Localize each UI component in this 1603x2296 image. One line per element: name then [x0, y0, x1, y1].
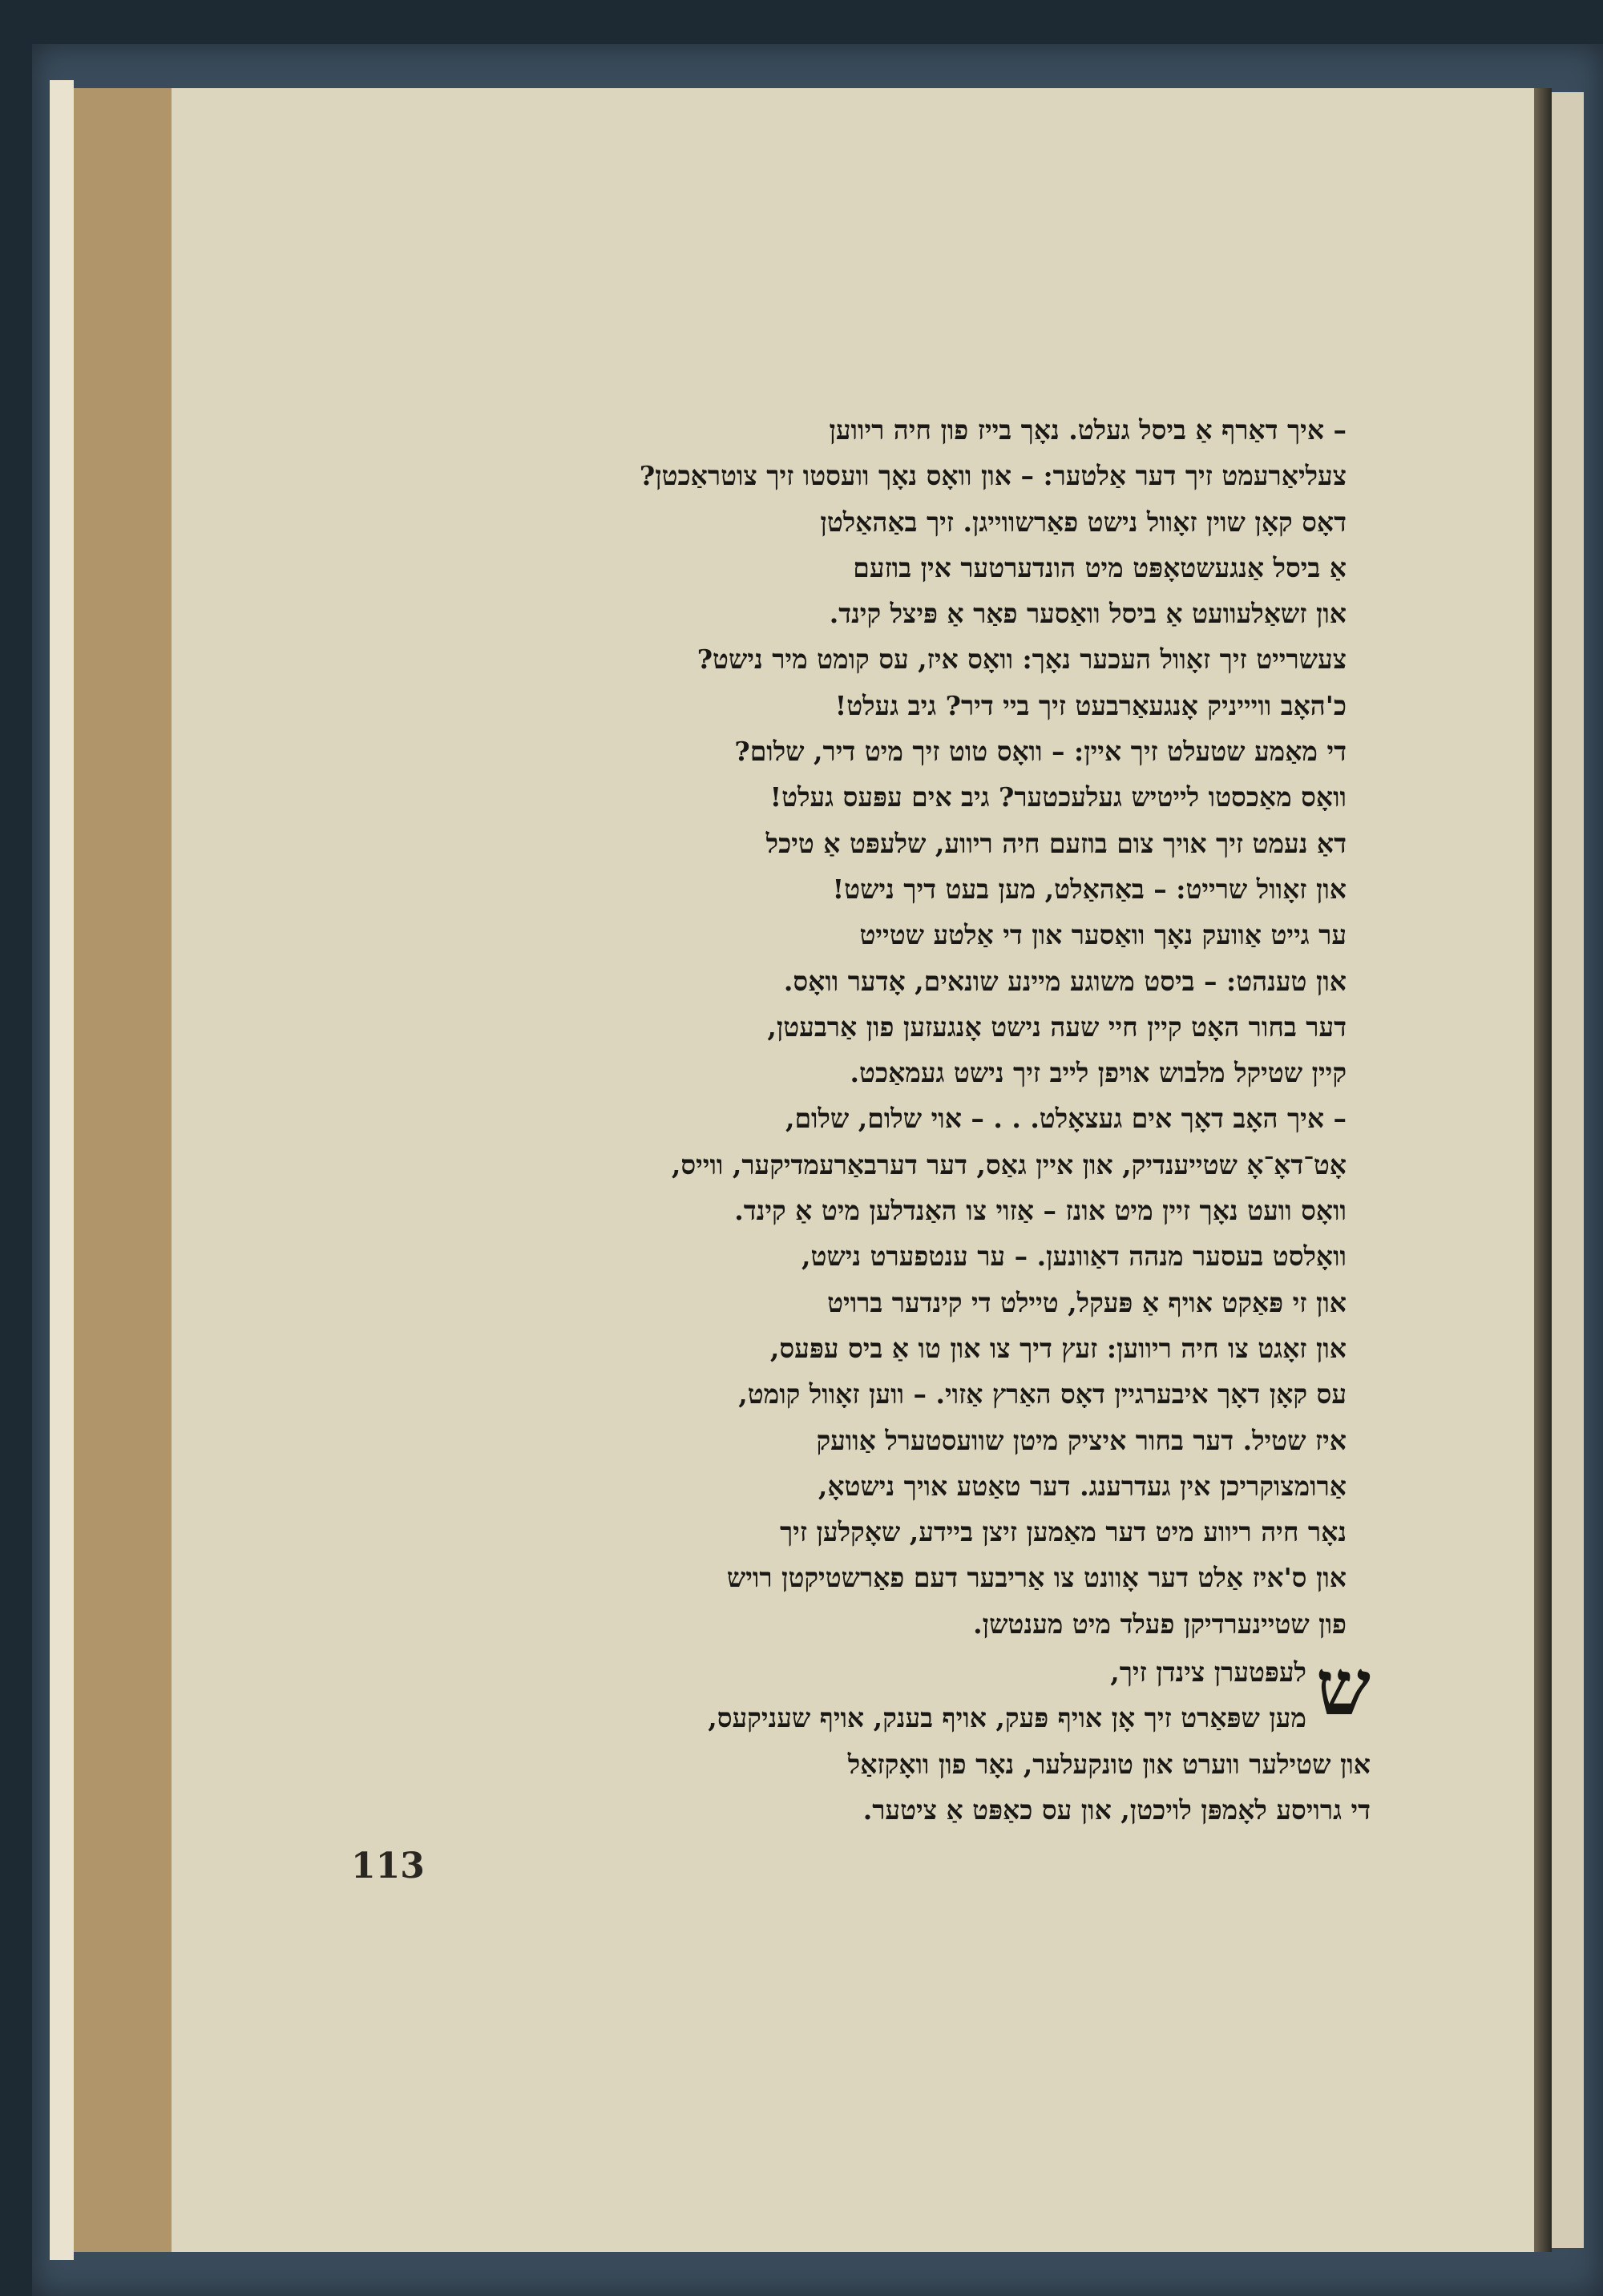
- poem-line: וואָס וועט נאָך זיין מיט אונז – אַזוי צו האַנדלען מיט אַ קינד.: [734, 1195, 1347, 1227]
- gutter-shadow: [1534, 88, 1552, 2252]
- section-line: און שטילער ווערט און טונקעלער, נאָר פון וואָקזאַל: [847, 1748, 1371, 1780]
- poem-line: דאָס קאָן שוין זאָוול נישט פאַרשווייגן. זיך באַהאַלטן: [820, 506, 1347, 538]
- poem-line: ער גייט אַוועק נאָך וואַסער און די אַלטע שטייט: [859, 919, 1347, 951]
- poem-line: פון שטיינערדיקן פעלד מיט מענטשן.: [973, 1608, 1347, 1640]
- poem-line: – איך האָב דאָך אים געצאָלט. . . – אוי שלום, שלום,: [785, 1103, 1347, 1135]
- poem-line: עס קאָן דאָך איבערגיין דאָס האַרץ אַזוי. – ווען זאָוול קומט,: [738, 1378, 1347, 1410]
- page-edge: [50, 80, 74, 2260]
- poem-line: נאָר חיה ריווע מיט דער מאַמען זיצן ביידע, שאָקלען זיך: [779, 1516, 1347, 1548]
- poem-body: [417, 407, 1347, 1647]
- poem-line: און זאָגט צו חיה ריווען: זעץ דיך צו און טו אַ ביס עפּעס,: [769, 1332, 1347, 1364]
- poem-line: און ס'איז אַלט דער אָוונט צו אַריבער דעם פאַרשטיקטן רויש: [726, 1562, 1347, 1594]
- poem-line: צעליאַרעמט זיך דער אַלטער: – און וואָס נאָך וועסטו זיך צוטראַכטן?: [639, 460, 1347, 492]
- section-line: לעפּטערן צינדן זיך,: [1110, 1656, 1306, 1688]
- poem-line: דער בחור האָט קיין חיי שעה נישט אָנגעזען פון אַרבעטן,: [767, 1011, 1347, 1043]
- poem-line: און טענהט: – ביסט משוגע מיינע שונאים, אָדער וואָס.: [783, 965, 1347, 997]
- poem-line: דאַ נעמט זיך אויך צום בוזעם חיה ריווע, שלעפּט אַ טיכל: [765, 827, 1347, 859]
- poem-line: און זי פּאַקט אויף אַ פּעקל, טיילט די קינדער ברויט: [827, 1286, 1347, 1318]
- poem-line: כ'האָב וויייניק אָנגעאַרבעט זיך ביי דיר? גיב געלט!: [834, 689, 1347, 721]
- poem-line: אַ ביסל אַנגעשטאָפּט מיט הונדערטער אין בוזעם: [853, 551, 1347, 583]
- page-number: 113: [351, 1846, 425, 1886]
- poem-line: אָט־דאָ־אָ שטייענדיק, און איין גאַס, דער דערבאַרעמדיקער, ווייס,: [671, 1148, 1347, 1180]
- section-opening: [425, 1642, 1371, 1833]
- poem-line: וואָס מאַכסטו לייטיש געלעכטער? גיב אים עפּעס געלט!: [769, 781, 1347, 813]
- poem-line: איז שטיל. דער בחור איציק מיטן שוועסטערל אַוועק: [816, 1424, 1347, 1456]
- section-line: מען שפּאַרט זיך אָן אויף פּעק, אויף בענק, אויף שעניקעס,: [708, 1702, 1306, 1734]
- poem-line: – איך דאַרף אַ ביסל געלט. נאָך בייז פון חיה ריווען: [829, 414, 1347, 446]
- section-line: די גרויסע לאָמפּן לויכטן, און עס כאַפּט אַ ציטער.: [862, 1794, 1371, 1826]
- poem-line: און זשאַלעוועט אַ ביסל וואַסער פאַר אַ פּיצל קינד.: [829, 598, 1347, 630]
- drop-cap: ש: [1316, 1642, 1371, 1733]
- next-page-edge: [1552, 92, 1584, 2248]
- poem-line: אַרומצוקריכן אין געדרענג. דער טאַטע אויך נישטאָ,: [818, 1470, 1347, 1502]
- poem-line: און זאָוול שרייט: – באַהאַלט, מען בעט דיך נישט!: [832, 873, 1347, 905]
- poem-line: צעשרייט זיך זאָוול העכער נאָך: וואָס איז, עס קומט מיר נישט?: [697, 644, 1347, 676]
- poem-line: די מאַמע שטעלט זיך איין: – וואָס טוט זיך מיט דיר, שלום?: [734, 736, 1347, 768]
- poem-line: קיין שטיקל מלבוש אויפן לייב זיך נישט געמאַכט.: [850, 1057, 1347, 1089]
- poem-line: וואָלסט בעסער מנהה דאַוונען. – ער ענטפערט נישט,: [801, 1241, 1347, 1273]
- page-binding-strip: [74, 88, 172, 2252]
